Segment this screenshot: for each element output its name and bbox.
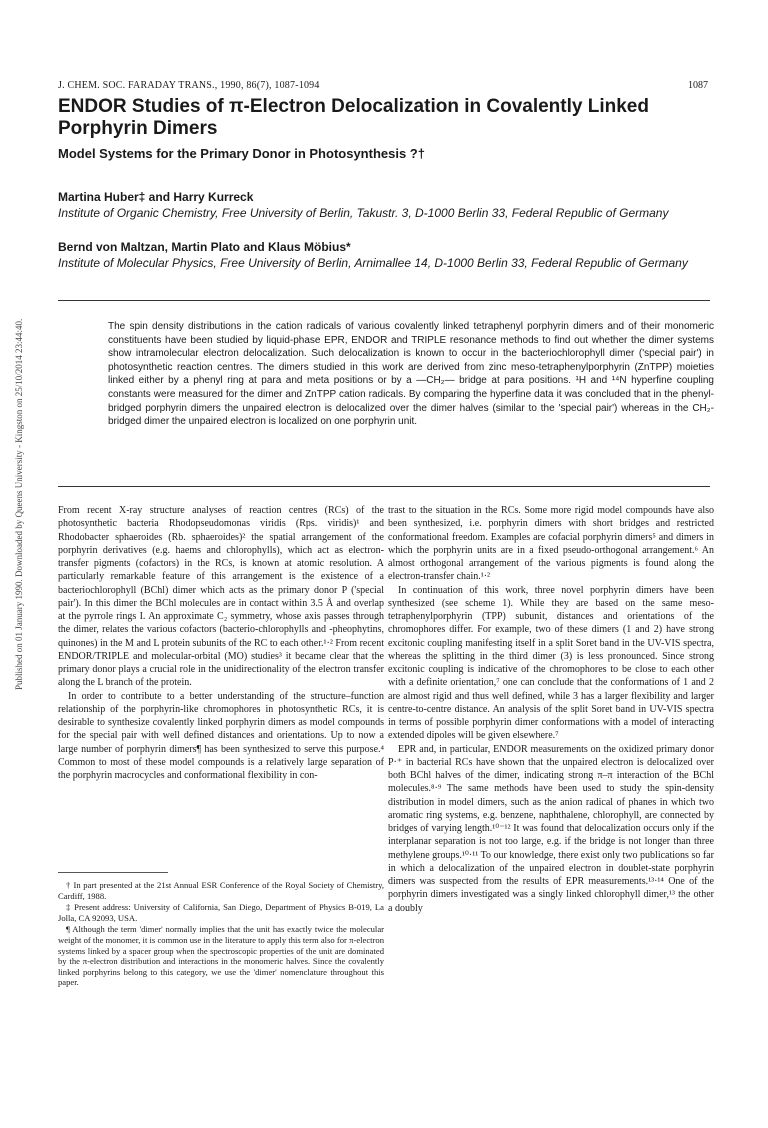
abstract: The spin density distributions in the cation radicals of various covalently linked tetraphenyl porphyrin dimers and of their monomeric constituents have been studied by liquid-phase EPR, ENDOR and TRIPLE resonance methods to find out whether the dimer systems show intramolecular electron delocalization. Such delocalization is known to occur in the bacteriochlorophyll dimer ('special pair') in photosynthetic reaction centres. The dimers studied in this work are derived from zinc meso-tetraphenylporphyrin (ZnTPP) moieties linked either by a phenyl ring at para and meta positions or by a —CH₂— bridge at para positions. ¹H and ¹⁴N hyperfine coupling constants were measured for the dimer and ZnTPP cation radicals. By comparing the hyperfine data it was concluded that in the phenyl-bridged porphyrin dimers the unpaired electron is delocalized over the dimer halves (similar to the 'special pair') whereas in the CH₂-bridged dimer the unpaired electron is localized on one porphyrin unit.	[108, 321, 714, 428]
right-column	[388, 504, 714, 915]
download-watermark	[2, 170, 24, 690]
body-paragraph: trast to the situation in the RCs. Some more rigid model compounds have also been synthesized, i.e. porphyrin dimers with short bridges and restricted conformational freedom. Examples are cofacial porphyrin dimers⁵ and dimers in which the porphyrin units are in a fixed pseudo-orthogonal arrangement.⁶ An almost orthogonal arrangement of the various pigments is found along the electron-transfer chain.¹·²	[388, 505, 714, 583]
left-column	[58, 504, 384, 782]
body-paragraph: In order to contribute to a better understanding of the structure–function relationship of the porphyrin-like chromophores in photosynthetic RCs, it is desirable to synthesize covalently linked porphyrin dimers as model compounds for the special pair with well defined distances and orientations. Up to now a large number of porphyrin dimers¶ has been synthesized to serve this purpose.⁴ Common to most of these model compounds is a relatively large separation of the porphyrin macrocycles and conformational flexibility in con-	[58, 690, 384, 781]
download-watermark-text: Published on 01 January 1990. Downloaded by Queens University - Kingston on 25/10/2014 23:44:40.	[14, 318, 24, 690]
article-title: ENDOR Studies of π-Electron Delocalization in Covalently Linked Porphyrin Dimers	[58, 96, 649, 139]
footnote-divider	[58, 872, 168, 873]
journal-header: J. CHEM. SOC. FARADAY TRANS., 1990, 86(7), 1087-1094	[58, 80, 320, 91]
article-subtitle: Model Systems for the Primary Donor in Photosynthesis ?†	[58, 146, 425, 161]
footnote: † In part presented at the 21st Annual ESR Conference of the Royal Society of Chemistry, Cardiff, 1988.	[58, 880, 384, 901]
authors-group-2: Bernd von Maltzan, Martin Plato and Klaus Möbius*	[58, 240, 351, 254]
footnotes	[58, 880, 384, 989]
body-paragraph: From recent X-ray structure analyses of reaction centres (RCs) of the photosynthetic bacteria Rhodopseudomonas viridis (Rps. viridis)¹ and Rhodobacter sphaeroides (Rb. sphaeroides)² the spatial arrangement of the porphyrin derivatives (e.g. haems and chlorophylls), which act as electron-transfer pigments (cofactors) in the RCs, is known at atomic resolution. A particularly remarkable feature of this arrangement is the existence of a bacteriochlorophyll (BChl) dimer which acts as the primary donor P ('special pair'). In this dimer the BChl molecules are in contact within 3.5 Å and overlap at the pyrrole rings I. An approximate C₂ symmetry, whose axis passes through the dimer, relates the various cofactors (bacterio-chlorophylls and -pheophytins, quinones) in the M and L protein subunits of the RC to each other.¹·² From recent ENDOR/TRIPLE and molecular-orbital (MO) studies³ it became clear that the primary donor plays a crucial role in the unidirectionality of the electron transfer along the L branch of the protein.	[58, 505, 384, 689]
authors-group-1: Martina Huber‡ and Harry Kurreck	[58, 190, 254, 204]
page-number: 1087	[688, 80, 708, 91]
footnote: ‡ Present address: University of California, San Diego, Department of Physics B-019, La Jolla, CA 92093, USA.	[58, 902, 384, 923]
top-divider	[58, 300, 710, 301]
affiliation-2: Institute of Molecular Physics, Free University of Berlin, Arnimallee 14, D-1000 Berlin 33, Federal Republic of Germany	[58, 256, 688, 270]
affiliation-1: Institute of Organic Chemistry, Free University of Berlin, Takustr. 3, D-1000 Berlin 33, Federal Republic of Germany	[58, 206, 669, 220]
footnote: ¶ Although the term 'dimer' normally implies that the unit has exactly twice the molecular weight of the monomer, it is common use in the literature to apply this term also for π-electron systems linked by a spacer group when the spectroscopic properties of the unit are dominated by the π-electron distribution and interactions in the monomeric halves. Since the covalently linked porphyrins belong to this category, we use the 'dimer' nomenclature throughout this paper.	[58, 924, 384, 988]
body-paragraph: EPR and, in particular, ENDOR measurements on the oxidized primary donor P·⁺ in bacterial RCs have shown that the unpaired electron is delocalized over both BChl halves of the dimer, indicating strong π–π interaction of the BChl molecules.⁸·⁹ The same methods have been used to study the spin-density distribution in model dimers, such as the anion radical of phanes in which two aromatic ring systems, e.g. benzene, naphthalene, chlorophyll, are connected by bridges of varying length.¹⁰⁻¹² It was found that delocalization occurs only if the interplanar separation is not too large, e.g. if the bridge is not longer than three methylene groups.¹⁰·¹¹ To our knowledge, there exist only two publications so far in which a delocalization of the unpaired electron in doublet-state porphyrin dimers was suspected from the results of EPR measurements.¹³·¹⁴ One of the porphyrin dimers investigated was a singly linked chlorophyll dimer,¹³ the other a doubly	[388, 743, 714, 914]
abstract-divider	[58, 486, 710, 487]
body-paragraph: In continuation of this work, three novel porphyrin dimers have been synthesized (see scheme 1). While they are based on the same meso-tetraphenylporphyrin (TPP) subunit, distances and orientations of the chromophores differ. For example, two of these dimers (1 and 2) have strong excitonic coupling manifesting itself in a split Soret band in the UV-VIS spectra, whereas the splitting in the third dimer (3) is less pronounced. Since strong excitonic coupling is indicative of the chromophores to be close to each other with a definite orientation,⁷ one can conclude that the conformations of 1 and 2 are almost rigid and thus well defined, while 3 has a larger flexibility and larger centre-to-centre distance. An analysis of the split Soret band in UV-VIS spectra in terms of possible porphyrin dimer conformations with a model of interacting extended dipoles will be given elsewhere.⁷	[388, 584, 714, 742]
